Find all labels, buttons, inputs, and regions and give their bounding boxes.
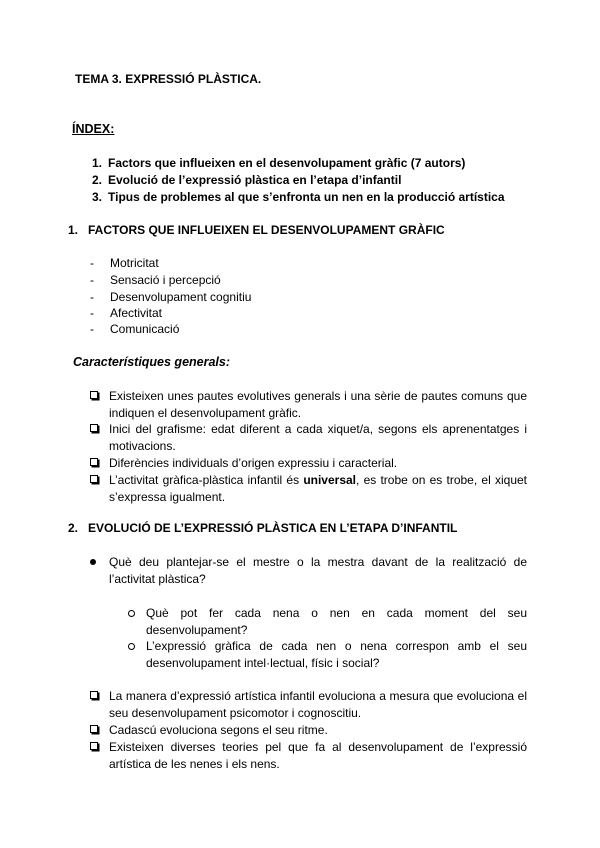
item-text: Existeixen unes pautes evolutives generals i una sèrie de pautes comuns que indiquen el desenvolupament gràfic. xyxy=(109,389,527,420)
index-item-number: 1. xyxy=(92,156,103,170)
sub-list-item xyxy=(128,638,527,672)
item-text: La manera d’expressió artística infantil evoluciona a mesura que evoluciona el seu desenvolupament psicomotor i cognoscitiu. xyxy=(109,689,527,720)
index-item-number: 3. xyxy=(92,190,103,204)
list-item: - Afectivitat xyxy=(90,306,163,320)
factor-label: Desenvolupament cognitiu xyxy=(110,290,252,304)
section-title: FACTORS QUE INFLUEIXEN EL DESENVOLUPAMENT GRÀFIC xyxy=(88,223,445,237)
index-item xyxy=(92,173,401,187)
document-title: TEMA 3. EXPRESSIÓ PLÀSTICA. xyxy=(75,72,262,86)
bullet-list-item xyxy=(90,554,527,588)
checkbox-bullet-icon xyxy=(90,475,98,483)
list-item: - Desenvolupament cognitiu xyxy=(90,290,252,304)
item-text: Diferències individuals d’origen expressiu i caracterial. xyxy=(109,456,398,470)
item-text: L’expressió gràfica de cada nen o nena correspon amb el seu desenvolupament intel·lectual, físic i social? xyxy=(146,639,527,670)
checkbox-list-item xyxy=(90,455,527,472)
checkbox-bullet-icon xyxy=(90,391,98,399)
factor-label: Comunicació xyxy=(110,322,180,336)
checkbox-bullet-icon xyxy=(90,725,98,733)
checkbox-bullet-icon xyxy=(90,458,98,466)
item-text: Existeixen diverses teories pel que fa al desenvolupament de l’expressió artística de les nenes i els nens. xyxy=(109,740,527,771)
emphasis-text: universal xyxy=(303,473,357,487)
index-item-label: Evolució de l’expressió plàstica en l’etapa d’infantil xyxy=(108,173,402,187)
checkbox-list-item xyxy=(90,739,527,773)
list-item: - Sensació i percepció xyxy=(90,273,221,287)
section-number: 1. xyxy=(68,223,79,237)
item-text: Què pot fer cada nena o nen en cada moment del seu desenvolupament? xyxy=(146,606,527,637)
index-item-label: Tipus de problemes al que s’enfronta un nen en la producció artística xyxy=(108,190,505,204)
item-text: L’activitat gràfica-plàstica infantil és universal, es trobe on es trobe, el xiquet s’expressa igualment. xyxy=(109,473,527,504)
checkbox-bullet-icon xyxy=(90,691,98,699)
hollow-bullet-icon xyxy=(128,610,135,617)
index-item xyxy=(92,190,505,204)
factor-label: Motricitat xyxy=(110,256,159,270)
checkbox-bullet-icon xyxy=(90,742,98,750)
index-heading: ÍNDEX: xyxy=(72,122,115,136)
section-2-heading xyxy=(68,521,457,535)
checkbox-list-item xyxy=(90,722,527,739)
section-title: EVOLUCIÓ DE L’EXPRESSIÓ PLÀSTICA EN L’ETAPA D’INFANTIL xyxy=(88,521,458,535)
checkbox-list-item xyxy=(90,388,527,422)
list-item: - Motricitat xyxy=(90,256,159,270)
checkbox-list-item xyxy=(90,472,527,506)
factor-label: Sensació i percepció xyxy=(110,273,221,287)
section-1-heading xyxy=(68,223,445,237)
factor-label: Afectivitat xyxy=(110,306,163,320)
bullet-icon xyxy=(90,559,96,565)
checkbox-list-item xyxy=(90,421,527,455)
sub-list-item xyxy=(128,605,527,639)
checkbox-bullet-icon xyxy=(90,424,98,432)
item-text: Què deu plantejar-se el mestre o la mestra davant de la realització de l’activitat plàstica? xyxy=(109,555,527,586)
item-text: Inici del grafisme: edat diferent a cada xiquet/a, segons els aprenentatges i motivacions. xyxy=(109,422,527,453)
hollow-bullet-icon xyxy=(128,643,135,650)
checkbox-list-item xyxy=(90,688,527,722)
section-number: 2. xyxy=(68,521,79,535)
item-text: Cadascú evoluciona segons el seu ritme. xyxy=(109,723,328,737)
index-item-label: Factors que influeixen en el desenvolupament gràfic (7 autors) xyxy=(108,156,466,170)
index-item xyxy=(92,156,465,170)
characteristics-heading: Característiques generals: xyxy=(73,355,231,369)
index-item-number: 2. xyxy=(92,173,103,187)
list-item: - Comunicació xyxy=(90,322,180,336)
